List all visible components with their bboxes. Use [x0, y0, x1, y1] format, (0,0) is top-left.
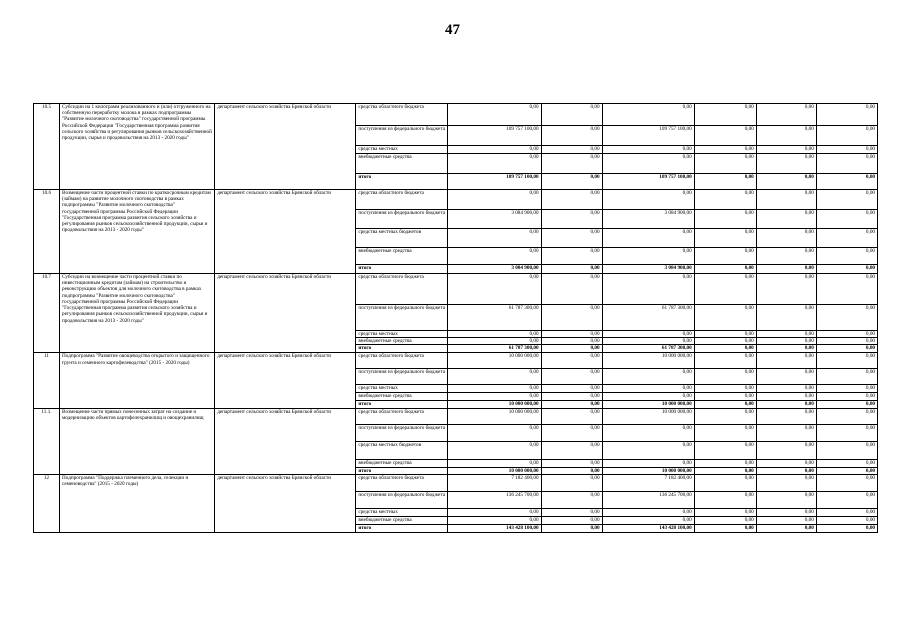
amount-cell: 0,00: [756, 467, 816, 474]
amount-cell: 0,00: [694, 424, 756, 441]
amount-cell: 10 000 000,00: [602, 467, 694, 474]
amount-cell: 0,00: [448, 508, 541, 516]
funding-source: итого: [356, 174, 448, 190]
row-code: 12: [34, 474, 60, 532]
funding-source: средства местных бюджетов: [356, 441, 448, 459]
amount-cell: 61 787 300,00: [602, 345, 694, 353]
amount-cell: 0,00: [602, 508, 694, 516]
amount-cell: 0,00: [694, 229, 756, 248]
amount-cell: 0,00: [541, 408, 602, 424]
funding-source: внебюджетные средства: [356, 516, 448, 524]
amount-cell: 0,00: [694, 516, 756, 524]
amount-cell: 0,00: [541, 345, 602, 353]
amount-cell: 0,00: [694, 459, 756, 467]
amount-cell: 0,00: [694, 190, 756, 210]
funding-source: средства местных: [356, 146, 448, 154]
amount-cell: 0,00: [448, 190, 541, 210]
amount-cell: 0,00: [816, 393, 877, 401]
funding-source: средства областного бюджета: [356, 353, 448, 369]
funding-source: средства местных: [356, 331, 448, 338]
amount-cell: 3 084 900,00: [448, 210, 541, 229]
funding-source: поступления из федерального бюджета: [356, 305, 448, 331]
amount-cell: 0,00: [541, 353, 602, 369]
amount-cell: 0,00: [694, 401, 756, 408]
amount-cell: 0,00: [816, 491, 877, 508]
amount-cell: 0,00: [756, 104, 816, 126]
amount-cell: 10 000 000,00: [448, 353, 541, 369]
amount-cell: 0,00: [694, 174, 756, 190]
amount-cell: 0,00: [448, 104, 541, 126]
amount-cell: 0,00: [541, 154, 602, 174]
amount-cell: 0,00: [602, 331, 694, 338]
amount-cell: 0,00: [541, 265, 602, 274]
amount-cell: 0,00: [448, 516, 541, 524]
amount-cell: 0,00: [541, 174, 602, 190]
amount-cell: 7 182 400,00: [602, 474, 694, 491]
amount-cell: 0,00: [694, 474, 756, 491]
amount-cell: 0,00: [541, 467, 602, 474]
funding-source: средства областного бюджета: [356, 408, 448, 424]
amount-cell: 0,00: [448, 393, 541, 401]
amount-cell: 0,00: [448, 248, 541, 265]
amount-cell: 0,00: [694, 126, 756, 146]
amount-cell: 0,00: [602, 516, 694, 524]
amount-cell: 0,00: [756, 524, 816, 532]
funding-source: средства местных: [356, 385, 448, 393]
amount-cell: 0,00: [448, 274, 541, 305]
funding-source: средства областного бюджета: [356, 190, 448, 210]
amount-cell: 143 428 100,00: [448, 524, 541, 532]
amount-cell: 0,00: [602, 274, 694, 305]
amount-cell: 0,00: [816, 516, 877, 524]
amount-cell: 0,00: [756, 338, 816, 345]
amount-cell: 7 182 400,00: [448, 474, 541, 491]
amount-cell: 10 000 000,00: [602, 401, 694, 408]
amount-cell: 0,00: [756, 401, 816, 408]
amount-cell: 0,00: [756, 126, 816, 146]
amount-cell: 10 000 000,00: [448, 408, 541, 424]
amount-cell: 0,00: [756, 369, 816, 385]
amount-cell: 0,00: [756, 353, 816, 369]
amount-cell: 0,00: [602, 424, 694, 441]
amount-cell: 0,00: [694, 305, 756, 331]
amount-cell: 0,00: [541, 459, 602, 467]
amount-cell: 0,00: [816, 338, 877, 345]
funding-source: внебюджетные средства: [356, 154, 448, 174]
amount-cell: 0,00: [756, 248, 816, 265]
amount-cell: 0,00: [756, 190, 816, 210]
amount-cell: 0,00: [756, 274, 816, 305]
amount-cell: 0,00: [756, 154, 816, 174]
amount-cell: 143 428 100,00: [602, 524, 694, 532]
amount-cell: 0,00: [816, 369, 877, 385]
row-executor: департамент сельского хозяйства Брянской области: [215, 274, 356, 353]
page-number: 47: [445, 22, 460, 38]
row-name: Возмещение части прямых понесенных затрат на создание и модернизацию объектов картофелехранилищ и овощехранилищ: [60, 408, 215, 474]
table-row: [34, 353, 878, 369]
amount-cell: 0,00: [816, 401, 877, 408]
amount-cell: 0,00: [541, 424, 602, 441]
row-executor: департамент сельского хозяйства Брянской области: [215, 474, 356, 532]
funding-source: средства областного бюджета: [356, 104, 448, 126]
amount-cell: 0,00: [816, 524, 877, 532]
row-name: Возмещение части процентной ставки по краткосрочным кредитам (займам) на развитие молочного скотоводства в рамках подпрограммы "Развитие молочного скотоводства" государственной программы Российской Федерации "Государственная программа развития сельского хозяйства и регулирования рынков сельскохозяйственной продукции, сырья и продовольствия на 2013 - 2020 годы": [60, 190, 215, 274]
amount-cell: 0,00: [541, 104, 602, 126]
amount-cell: 0,00: [816, 353, 877, 369]
amount-cell: 0,00: [756, 459, 816, 467]
amount-cell: 0,00: [541, 305, 602, 331]
amount-cell: 0,00: [756, 408, 816, 424]
row-code: 10.7: [34, 274, 60, 353]
amount-cell: 0,00: [816, 467, 877, 474]
funding-source: итого: [356, 265, 448, 274]
amount-cell: 0,00: [694, 369, 756, 385]
amount-cell: 0,00: [602, 338, 694, 345]
amount-cell: 0,00: [448, 331, 541, 338]
amount-cell: 0,00: [756, 424, 816, 441]
amount-cell: 0,00: [756, 305, 816, 331]
amount-cell: 0,00: [541, 441, 602, 459]
amount-cell: 0,00: [816, 174, 877, 190]
amount-cell: 0,00: [541, 385, 602, 393]
amount-cell: 0,00: [756, 331, 816, 338]
row-executor: департамент сельского хозяйства Брянской области: [215, 408, 356, 474]
budget-table: [33, 103, 878, 533]
funding-source: итого: [356, 467, 448, 474]
funding-source: поступления из федерального бюджета: [356, 491, 448, 508]
amount-cell: 0,00: [602, 190, 694, 210]
amount-cell: 0,00: [694, 104, 756, 126]
amount-cell: 0,00: [541, 210, 602, 229]
amount-cell: 0,00: [816, 126, 877, 146]
amount-cell: 0,00: [602, 154, 694, 174]
amount-cell: 0,00: [448, 146, 541, 154]
amount-cell: 109 757 100,00: [602, 126, 694, 146]
funding-source: внебюджетные средства: [356, 459, 448, 467]
amount-cell: 10 000 000,00: [602, 353, 694, 369]
amount-cell: 0,00: [816, 154, 877, 174]
amount-cell: 0,00: [694, 467, 756, 474]
amount-cell: 0,00: [541, 491, 602, 508]
amount-cell: 109 757 100,00: [448, 126, 541, 146]
amount-cell: 0,00: [694, 338, 756, 345]
amount-cell: 0,00: [756, 174, 816, 190]
amount-cell: 0,00: [694, 331, 756, 338]
table-row: [34, 474, 878, 491]
amount-cell: 0,00: [816, 441, 877, 459]
amount-cell: 0,00: [541, 393, 602, 401]
amount-cell: 0,00: [694, 274, 756, 305]
amount-cell: 3 084 900,00: [448, 265, 541, 274]
amount-cell: 0,00: [541, 146, 602, 154]
amount-cell: 0,00: [816, 424, 877, 441]
amount-cell: 0,00: [816, 248, 877, 265]
amount-cell: 0,00: [816, 474, 877, 491]
amount-cell: 0,00: [541, 248, 602, 265]
amount-cell: 0,00: [694, 385, 756, 393]
amount-cell: 136 245 700,00: [448, 491, 541, 508]
table-row: [34, 408, 878, 424]
amount-cell: 0,00: [541, 516, 602, 524]
amount-cell: 0,00: [541, 190, 602, 210]
amount-cell: 0,00: [816, 274, 877, 305]
amount-cell: 0,00: [448, 154, 541, 174]
row-code: 10.6: [34, 190, 60, 274]
amount-cell: 10 000 000,00: [602, 408, 694, 424]
amount-cell: 0,00: [756, 393, 816, 401]
amount-cell: 0,00: [694, 353, 756, 369]
amount-cell: 3 084 900,00: [602, 265, 694, 274]
table-row: [34, 274, 878, 305]
amount-cell: 0,00: [694, 265, 756, 274]
amount-cell: 0,00: [816, 146, 877, 154]
funding-source: внебюджетные средства: [356, 248, 448, 265]
funding-source: итого: [356, 524, 448, 532]
amount-cell: 0,00: [816, 385, 877, 393]
amount-cell: 0,00: [602, 441, 694, 459]
table-row: [34, 104, 878, 126]
funding-source: поступления из федерального бюджета: [356, 210, 448, 229]
amount-cell: 0,00: [816, 229, 877, 248]
funding-source: внебюджетные средства: [356, 338, 448, 345]
row-name: Субсидии на 1 килограмм реализованного и (или) отгруженного на собственную переработку молока в рамках подпрограммы "Развитие молочного скотоводства" государственной программы Российской Федерации "Государственная программа развития сельского хозяйства и регулирования рынков сельскохозяйственной продукции, сырья и продовольствия на 2013 - 2020 годы": [60, 104, 215, 190]
amount-cell: 109 757 100,00: [602, 174, 694, 190]
funding-source: поступления из федерального бюджета: [356, 126, 448, 146]
amount-cell: 0,00: [541, 331, 602, 338]
amount-cell: 0,00: [448, 385, 541, 393]
amount-cell: 0,00: [816, 331, 877, 338]
funding-source: итого: [356, 401, 448, 408]
funding-source: поступления из федерального бюджета: [356, 424, 448, 441]
amount-cell: 0,00: [756, 441, 816, 459]
amount-cell: 0,00: [541, 369, 602, 385]
amount-cell: 0,00: [448, 338, 541, 345]
amount-cell: 0,00: [816, 210, 877, 229]
amount-cell: 0,00: [541, 274, 602, 305]
amount-cell: 0,00: [816, 408, 877, 424]
amount-cell: 0,00: [816, 459, 877, 467]
amount-cell: 0,00: [541, 474, 602, 491]
amount-cell: 0,00: [694, 393, 756, 401]
amount-cell: 0,00: [756, 210, 816, 229]
amount-cell: 0,00: [694, 146, 756, 154]
funding-source: поступления из федерального бюджета: [356, 369, 448, 385]
amount-cell: 0,00: [756, 491, 816, 508]
amount-cell: 0,00: [756, 508, 816, 516]
amount-cell: 0,00: [541, 338, 602, 345]
table-row: [34, 190, 878, 210]
amount-cell: 0,00: [756, 474, 816, 491]
row-code: 11.1.: [34, 408, 60, 474]
amount-cell: 0,00: [816, 190, 877, 210]
amount-cell: 0,00: [602, 459, 694, 467]
table-body: [34, 104, 878, 533]
amount-cell: 61 787 300,00: [448, 345, 541, 353]
row-name: Подпрограмма "Развитие овощеводства открытого и защищенного грунта и семенного картофелеводства" (2015 - 2020 годы): [60, 353, 215, 408]
row-executor: департамент сельского хозяйства Брянской области: [215, 353, 356, 408]
amount-cell: 3 084 900,00: [602, 210, 694, 229]
amount-cell: 0,00: [756, 265, 816, 274]
amount-cell: 109 757 100,00: [448, 174, 541, 190]
amount-cell: 0,00: [448, 369, 541, 385]
amount-cell: 10 000 000,00: [448, 401, 541, 408]
amount-cell: 0,00: [541, 229, 602, 248]
row-executor: департамент сельского хозяйства Брянской области: [215, 104, 356, 190]
amount-cell: 0,00: [541, 401, 602, 408]
amount-cell: 10 000 000,00: [448, 467, 541, 474]
funding-source: средства областного бюджета: [356, 474, 448, 491]
amount-cell: 0,00: [756, 516, 816, 524]
row-code: 10.5: [34, 104, 60, 190]
row-code: 11: [34, 353, 60, 408]
amount-cell: 0,00: [694, 345, 756, 353]
amount-cell: 0,00: [816, 305, 877, 331]
amount-cell: 0,00: [756, 345, 816, 353]
amount-cell: 0,00: [816, 104, 877, 126]
row-name: Субсидии на возмещение части процентной ставки по инвестиционным кредитам (займам) на строительство и реконструкцию объектов для молочного скотоводства в рамках подпрограммы "Развитие молочного скотоводства" государственной программы Российской Федерации "Государственная программа развития сельского хозяйства и регулирования рынков сельскохозяйственной продукции, сырья и продовольствия на 2013 - 2020 годы": [60, 274, 215, 353]
amount-cell: 0,00: [602, 248, 694, 265]
amount-cell: 0,00: [602, 229, 694, 248]
amount-cell: 0,00: [602, 393, 694, 401]
amount-cell: 0,00: [694, 248, 756, 265]
amount-cell: 0,00: [694, 210, 756, 229]
row-executor: департамент сельского хозяйства Брянской области: [215, 190, 356, 274]
amount-cell: 0,00: [756, 385, 816, 393]
amount-cell: 0,00: [816, 345, 877, 353]
amount-cell: 0,00: [694, 154, 756, 174]
amount-cell: 0,00: [448, 229, 541, 248]
amount-cell: 0,00: [602, 385, 694, 393]
amount-cell: 0,00: [694, 524, 756, 532]
funding-source: итого: [356, 345, 448, 353]
amount-cell: 0,00: [756, 146, 816, 154]
amount-cell: 0,00: [756, 229, 816, 248]
amount-cell: 0,00: [602, 146, 694, 154]
funding-source: средства местных бюджетов: [356, 229, 448, 248]
amount-cell: 0,00: [448, 459, 541, 467]
amount-cell: 0,00: [448, 441, 541, 459]
amount-cell: 0,00: [694, 408, 756, 424]
amount-cell: 0,00: [694, 441, 756, 459]
amount-cell: 136 245 700,00: [602, 491, 694, 508]
amount-cell: 0,00: [448, 424, 541, 441]
amount-cell: 0,00: [541, 524, 602, 532]
amount-cell: 0,00: [541, 126, 602, 146]
funding-source: внебюджетные средства: [356, 393, 448, 401]
amount-cell: 0,00: [694, 508, 756, 516]
amount-cell: 0,00: [816, 508, 877, 516]
row-name: Подпрограмма "Поддержка племенного дела, селекции и семеноводства" (2015 - 2020 годы): [60, 474, 215, 532]
amount-cell: 0,00: [602, 369, 694, 385]
amount-cell: 0,00: [816, 265, 877, 274]
amount-cell: 61 787 300,00: [602, 305, 694, 331]
funding-source: средства областного бюджета: [356, 274, 448, 305]
amount-cell: 61 787 300,00: [448, 305, 541, 331]
amount-cell: 0,00: [541, 508, 602, 516]
amount-cell: 0,00: [694, 491, 756, 508]
funding-source: средства местных: [356, 508, 448, 516]
amount-cell: 0,00: [602, 104, 694, 126]
